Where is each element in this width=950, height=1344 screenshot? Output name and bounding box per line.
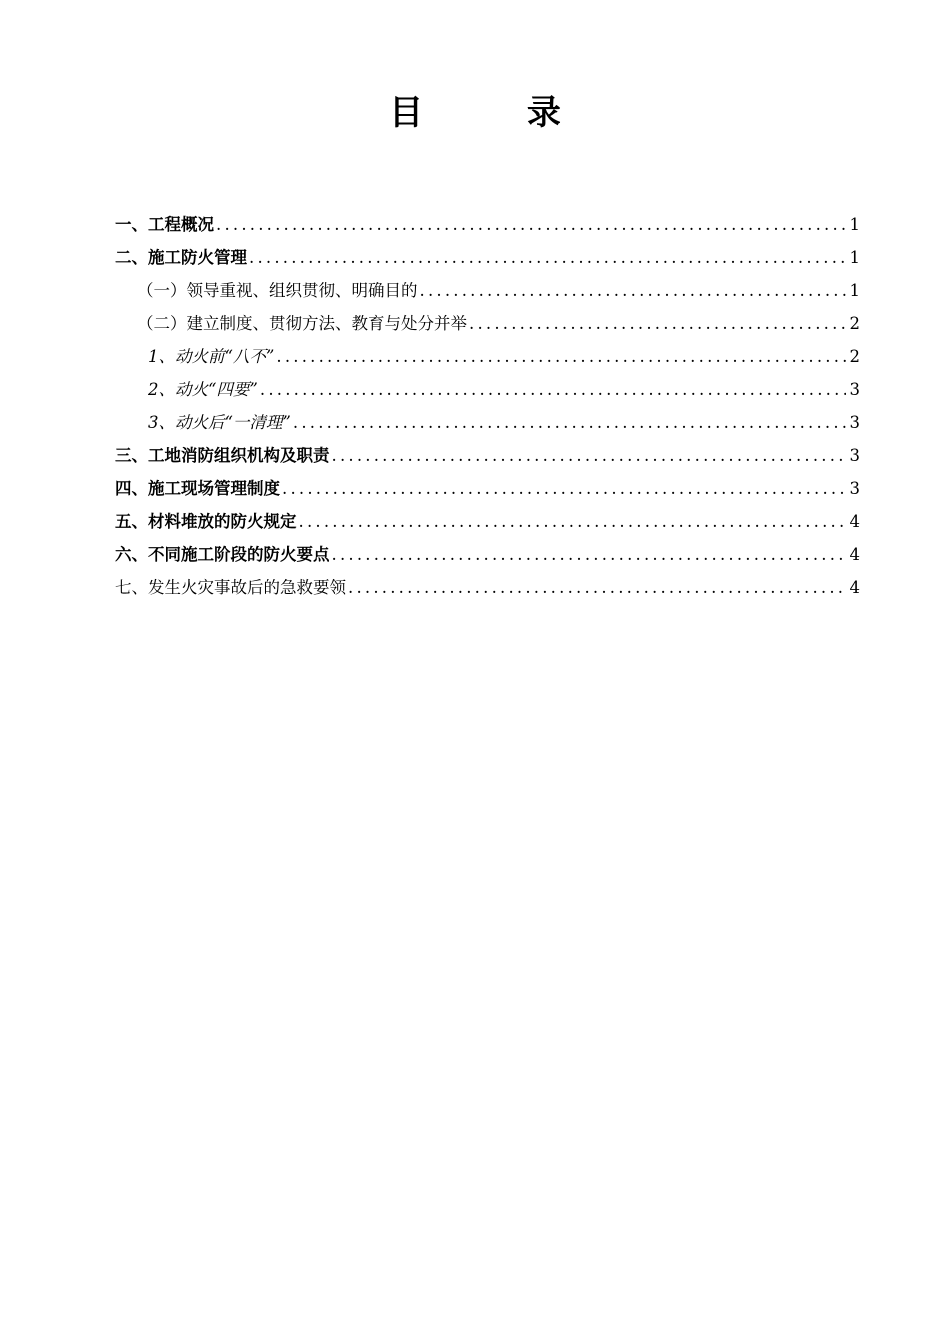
toc-page-number: 3 <box>849 413 860 432</box>
toc-dot-leader <box>332 538 847 571</box>
table-of-contents <box>115 208 860 604</box>
toc-entry[interactable] <box>115 505 860 538</box>
toc-entry[interactable] <box>115 472 860 505</box>
toc-dot-leader <box>332 439 847 472</box>
toc-page-number: 4 <box>849 512 860 531</box>
toc-dot-leader <box>216 208 846 241</box>
toc-entry[interactable] <box>115 373 860 406</box>
toc-entry[interactable] <box>115 340 860 373</box>
toc-page-number: 2 <box>849 347 860 366</box>
toc-entry-label: 1、动火前“八不” <box>148 347 275 366</box>
toc-entry-label: （一）领导重视、组织贯彻、明确目的 <box>137 281 418 300</box>
toc-page-number: 1 <box>849 281 860 300</box>
toc-dot-leader <box>469 307 846 340</box>
toc-entry[interactable] <box>115 538 860 571</box>
toc-entry-label: 一、工程概况 <box>115 215 214 234</box>
toc-page-number: 4 <box>849 578 860 597</box>
toc-entry[interactable] <box>115 439 860 472</box>
toc-entry-label: 五、材料堆放的防火规定 <box>115 512 297 531</box>
toc-entry-label: 2、动火“四要” <box>148 380 258 399</box>
toc-page-number: 3 <box>849 380 860 399</box>
toc-entry[interactable] <box>115 241 860 274</box>
toc-entry-label: 七、发生火灾事故后的急救要领 <box>115 578 346 597</box>
toc-dot-leader <box>293 406 846 439</box>
toc-entry-label: 二、施工防火管理 <box>115 248 247 267</box>
toc-page-number: 1 <box>849 248 860 267</box>
toc-entry-label: 四、施工现场管理制度 <box>115 479 280 498</box>
toc-entry[interactable] <box>115 307 860 340</box>
toc-dot-leader <box>260 373 846 406</box>
toc-page-number: 1 <box>849 215 860 234</box>
toc-dot-leader <box>420 274 847 307</box>
toc-entry[interactable] <box>115 571 860 604</box>
toc-entry-label: 3、动火后“一清理” <box>148 413 291 432</box>
toc-dot-leader <box>299 505 847 538</box>
toc-dot-leader <box>276 340 846 373</box>
toc-entry-label: （二）建立制度、贯彻方法、教育与处分并举 <box>137 314 467 333</box>
toc-page-number: 3 <box>849 479 860 498</box>
toc-dot-leader <box>282 472 846 505</box>
toc-page-number: 3 <box>849 446 860 465</box>
toc-entry-label: 三、工地消防组织机构及职责 <box>115 446 330 465</box>
page-title: 目 录 <box>389 93 607 133</box>
toc-entry[interactable] <box>115 406 860 439</box>
toc-page-number: 4 <box>849 545 860 564</box>
toc-entry-label: 六、不同施工阶段的防火要点 <box>115 545 330 564</box>
toc-page-number: 2 <box>849 314 860 333</box>
toc-entry[interactable] <box>115 208 860 241</box>
toc-dot-leader <box>249 241 846 274</box>
toc-entry[interactable] <box>115 274 860 307</box>
toc-dot-leader <box>348 571 846 604</box>
